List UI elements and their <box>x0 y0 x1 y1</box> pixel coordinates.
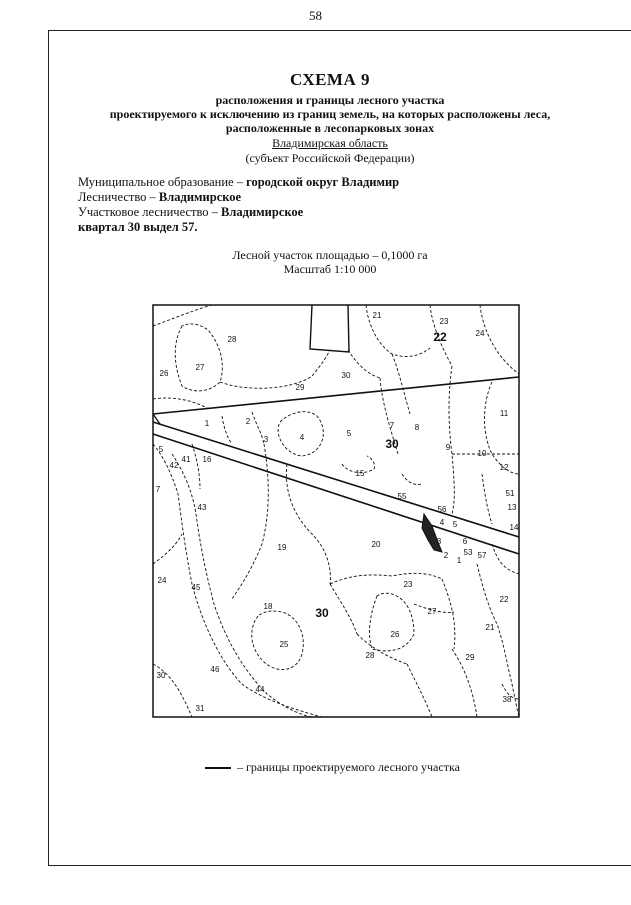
stand-label: 11 <box>499 409 509 418</box>
stand-label: 57 <box>477 551 487 560</box>
stand-label: 26 <box>159 369 169 378</box>
quarter-value: квартал 30 выдел 57. <box>78 220 198 234</box>
stand-label: 26 <box>390 630 400 639</box>
stand-label: 9 <box>445 443 451 452</box>
scheme-title: СХЕМА 9 <box>289 70 371 89</box>
region-name: Владимирская область <box>272 136 388 150</box>
stand-label: 2 <box>443 551 449 560</box>
map-border <box>153 305 519 717</box>
stand-label: 24 <box>157 576 167 585</box>
stand-label: 24 <box>475 329 485 338</box>
stand-label: 12 <box>499 463 509 472</box>
stand-label: 10 <box>477 449 487 458</box>
quarter-boundary-line <box>153 377 519 414</box>
stand-label: 28 <box>365 651 375 660</box>
municipality-row <box>78 175 399 190</box>
stand-label: 6 <box>462 537 468 546</box>
subtitle-line-1: расположения и границы лесного участка <box>215 93 445 107</box>
forest-map <box>152 304 520 718</box>
forestry-value: Владимирское <box>158 190 242 204</box>
district-forestry-row <box>78 205 303 220</box>
stand-label: 13 <box>507 503 517 512</box>
stand-label: 7 <box>155 485 161 494</box>
municipality-label: Муниципальное образование – <box>78 175 247 189</box>
stand-label: 19 <box>277 543 287 552</box>
stand-label: 42 <box>169 461 179 470</box>
quarter-label: 22 <box>433 330 447 344</box>
stand-label: 30 <box>341 371 351 380</box>
stand-label: 53 <box>463 548 473 557</box>
stand-label: 1 <box>456 556 462 565</box>
quarter-label: 30 <box>385 437 399 451</box>
forestry-label: Лесничество – <box>78 190 159 204</box>
map-scale: Масштаб 1:10 000 <box>283 262 377 276</box>
stand-label: 44 <box>255 685 265 694</box>
stand-label: 15 <box>355 469 365 478</box>
stand-label: 8 <box>414 423 420 432</box>
stand-label: 28 <box>227 335 237 344</box>
stand-label: 45 <box>191 583 201 592</box>
stand-label: 29 <box>295 383 305 392</box>
stand-label: 25 <box>279 640 289 649</box>
region-name-line <box>60 136 600 150</box>
stand-label: 4 <box>299 433 305 442</box>
stand-label: 1 <box>204 419 210 428</box>
stand-label: 38 <box>502 695 512 704</box>
quarter-label: 30 <box>315 606 329 620</box>
stand-label: 16 <box>202 455 212 464</box>
stand-label: 23 <box>403 580 413 589</box>
stand-label: 43 <box>197 503 207 512</box>
quarter-row <box>78 220 198 235</box>
legend-text: – границы проектируемого лесного участка <box>237 760 460 774</box>
stand-label: 30 <box>156 671 166 680</box>
page-number: 58 <box>309 8 322 23</box>
forestry-row <box>78 190 241 205</box>
subtitle-line-3: расположенные в лесопарковых зонах <box>225 121 435 135</box>
stand-label: 5 <box>158 445 164 454</box>
district-forestry-label: Участковое лесничество – <box>78 205 222 219</box>
stand-label: 27 <box>195 363 205 372</box>
stand-label: 18 <box>263 602 273 611</box>
stand-label: 5 <box>346 429 352 438</box>
stand-label: 27 <box>427 607 437 616</box>
stand-label: 51 <box>505 489 515 498</box>
subtitle-line-2: проектируемого к исключению из границ земель, на которых расположены леса, <box>109 107 551 121</box>
road-rect-top <box>310 305 349 352</box>
legend <box>205 760 460 775</box>
forest-map-svg <box>152 304 520 718</box>
road-edge-lower <box>153 434 519 554</box>
stand-label: 3 <box>436 537 442 546</box>
stand-label: 20 <box>371 540 381 549</box>
municipality-value: городской округ Владимир <box>246 175 400 189</box>
stand-label: 7 <box>389 421 395 430</box>
stand-label: 22 <box>499 595 509 604</box>
stand-label: 31 <box>195 704 205 713</box>
stand-label: 5 <box>452 520 458 529</box>
stand-label: 23 <box>439 317 449 326</box>
district-forestry-value: Владимирское <box>221 205 304 219</box>
road-edge-upper <box>153 422 519 537</box>
stand-label: 21 <box>372 311 382 320</box>
stand-label: 14 <box>509 523 519 532</box>
stand-label: 4 <box>439 518 445 527</box>
stand-label: 41 <box>181 455 191 464</box>
legend-line-sample <box>205 767 231 769</box>
stand-label: 46 <box>210 665 220 674</box>
region-note: (субъект Российской Федерации) <box>245 151 415 165</box>
stand-labels <box>156 311 519 713</box>
quarter-labels <box>315 330 447 620</box>
parcel-area: Лесной участок площадью – 0,1000 га <box>232 248 428 262</box>
stand-label: 56 <box>437 505 447 514</box>
stand-label: 29 <box>465 653 475 662</box>
stand-label: 55 <box>397 492 407 501</box>
stand-label: 2 <box>245 417 251 426</box>
stand-label: 21 <box>485 623 495 632</box>
stand-label: 3 <box>263 435 269 444</box>
stand-boundaries <box>153 305 519 717</box>
